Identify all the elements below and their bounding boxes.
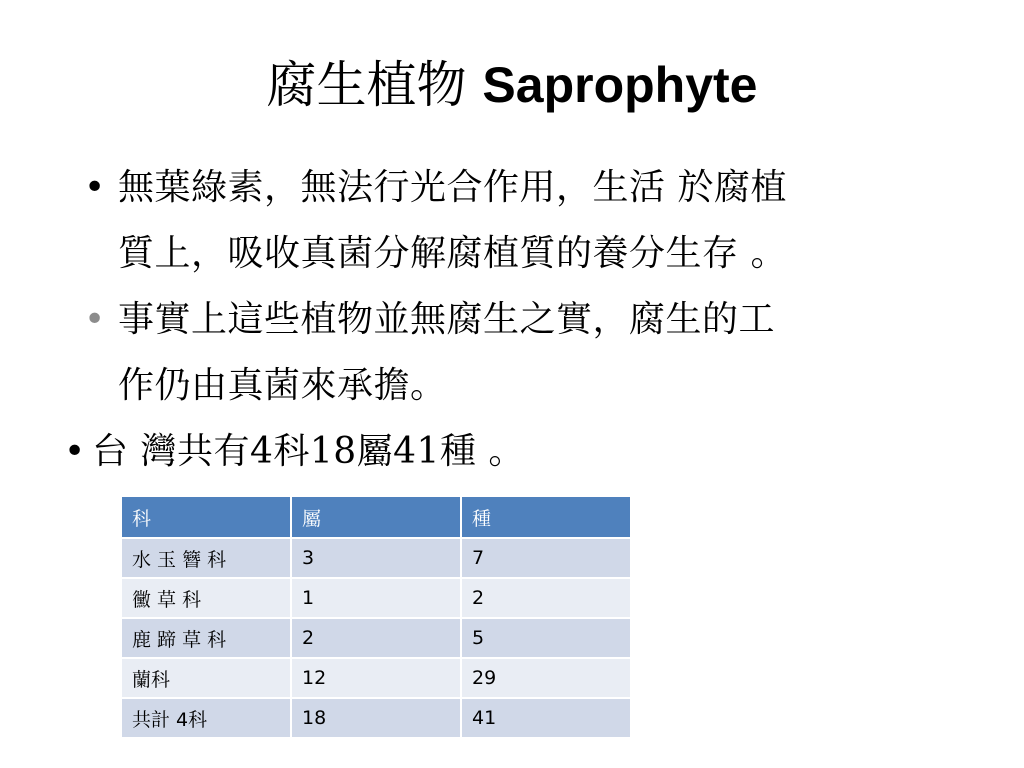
- cell-species: 2: [461, 578, 631, 618]
- bullet-list: [62, 155, 962, 485]
- slide-title: [0, 50, 1024, 120]
- cell-species: 5: [461, 618, 631, 658]
- bullet-item: [62, 155, 962, 287]
- table-row: [121, 658, 631, 698]
- table-header-row: [121, 496, 631, 538]
- bullet-marker: •: [84, 299, 106, 340]
- bullet-text-line: 事實上這些植物並無腐生之實，腐生的工: [118, 299, 776, 340]
- cell-family: 水 玉 簪 科: [121, 538, 291, 578]
- table-row: [121, 618, 631, 658]
- table-row: [121, 578, 631, 618]
- cell-family: 鹿 蹄 草 科: [121, 618, 291, 658]
- cell-family: 黴 草 科: [121, 578, 291, 618]
- cell-genus: 1: [291, 578, 461, 618]
- bullet-text-line: 質上，吸收真菌分解腐植質的養分生存 。: [118, 233, 787, 274]
- cell-species: 41: [461, 698, 631, 738]
- cell-family: 蘭科: [121, 658, 291, 698]
- taxonomy-table: [120, 495, 632, 739]
- cell-genus: 18: [291, 698, 461, 738]
- table-row-total: [121, 698, 631, 738]
- cell-family: 共計 4科: [121, 698, 291, 738]
- cell-species: 7: [461, 538, 631, 578]
- cell-genus: 2: [291, 618, 461, 658]
- bullet-item: [62, 419, 962, 485]
- header-family: 科: [121, 496, 291, 538]
- header-species: 種: [461, 496, 631, 538]
- title-chinese: 腐生植物: [266, 56, 467, 114]
- bullet-text-line: 台 灣共有4科18屬41種 。: [92, 431, 525, 472]
- header-genus: 屬: [291, 496, 461, 538]
- bullet-text-line: 無葉綠素，無法行光合作用，生活 於腐植: [118, 167, 787, 208]
- cell-genus: 3: [291, 538, 461, 578]
- bullet-item: [62, 287, 962, 419]
- bullet-marker: •: [64, 431, 86, 472]
- cell-species: 29: [461, 658, 631, 698]
- cell-genus: 12: [291, 658, 461, 698]
- table-row: [121, 538, 631, 578]
- title-english: Saprophyte: [482, 57, 758, 113]
- bullet-marker: •: [84, 167, 106, 208]
- bullet-text-line: 作仍由真菌來承擔。: [118, 365, 447, 406]
